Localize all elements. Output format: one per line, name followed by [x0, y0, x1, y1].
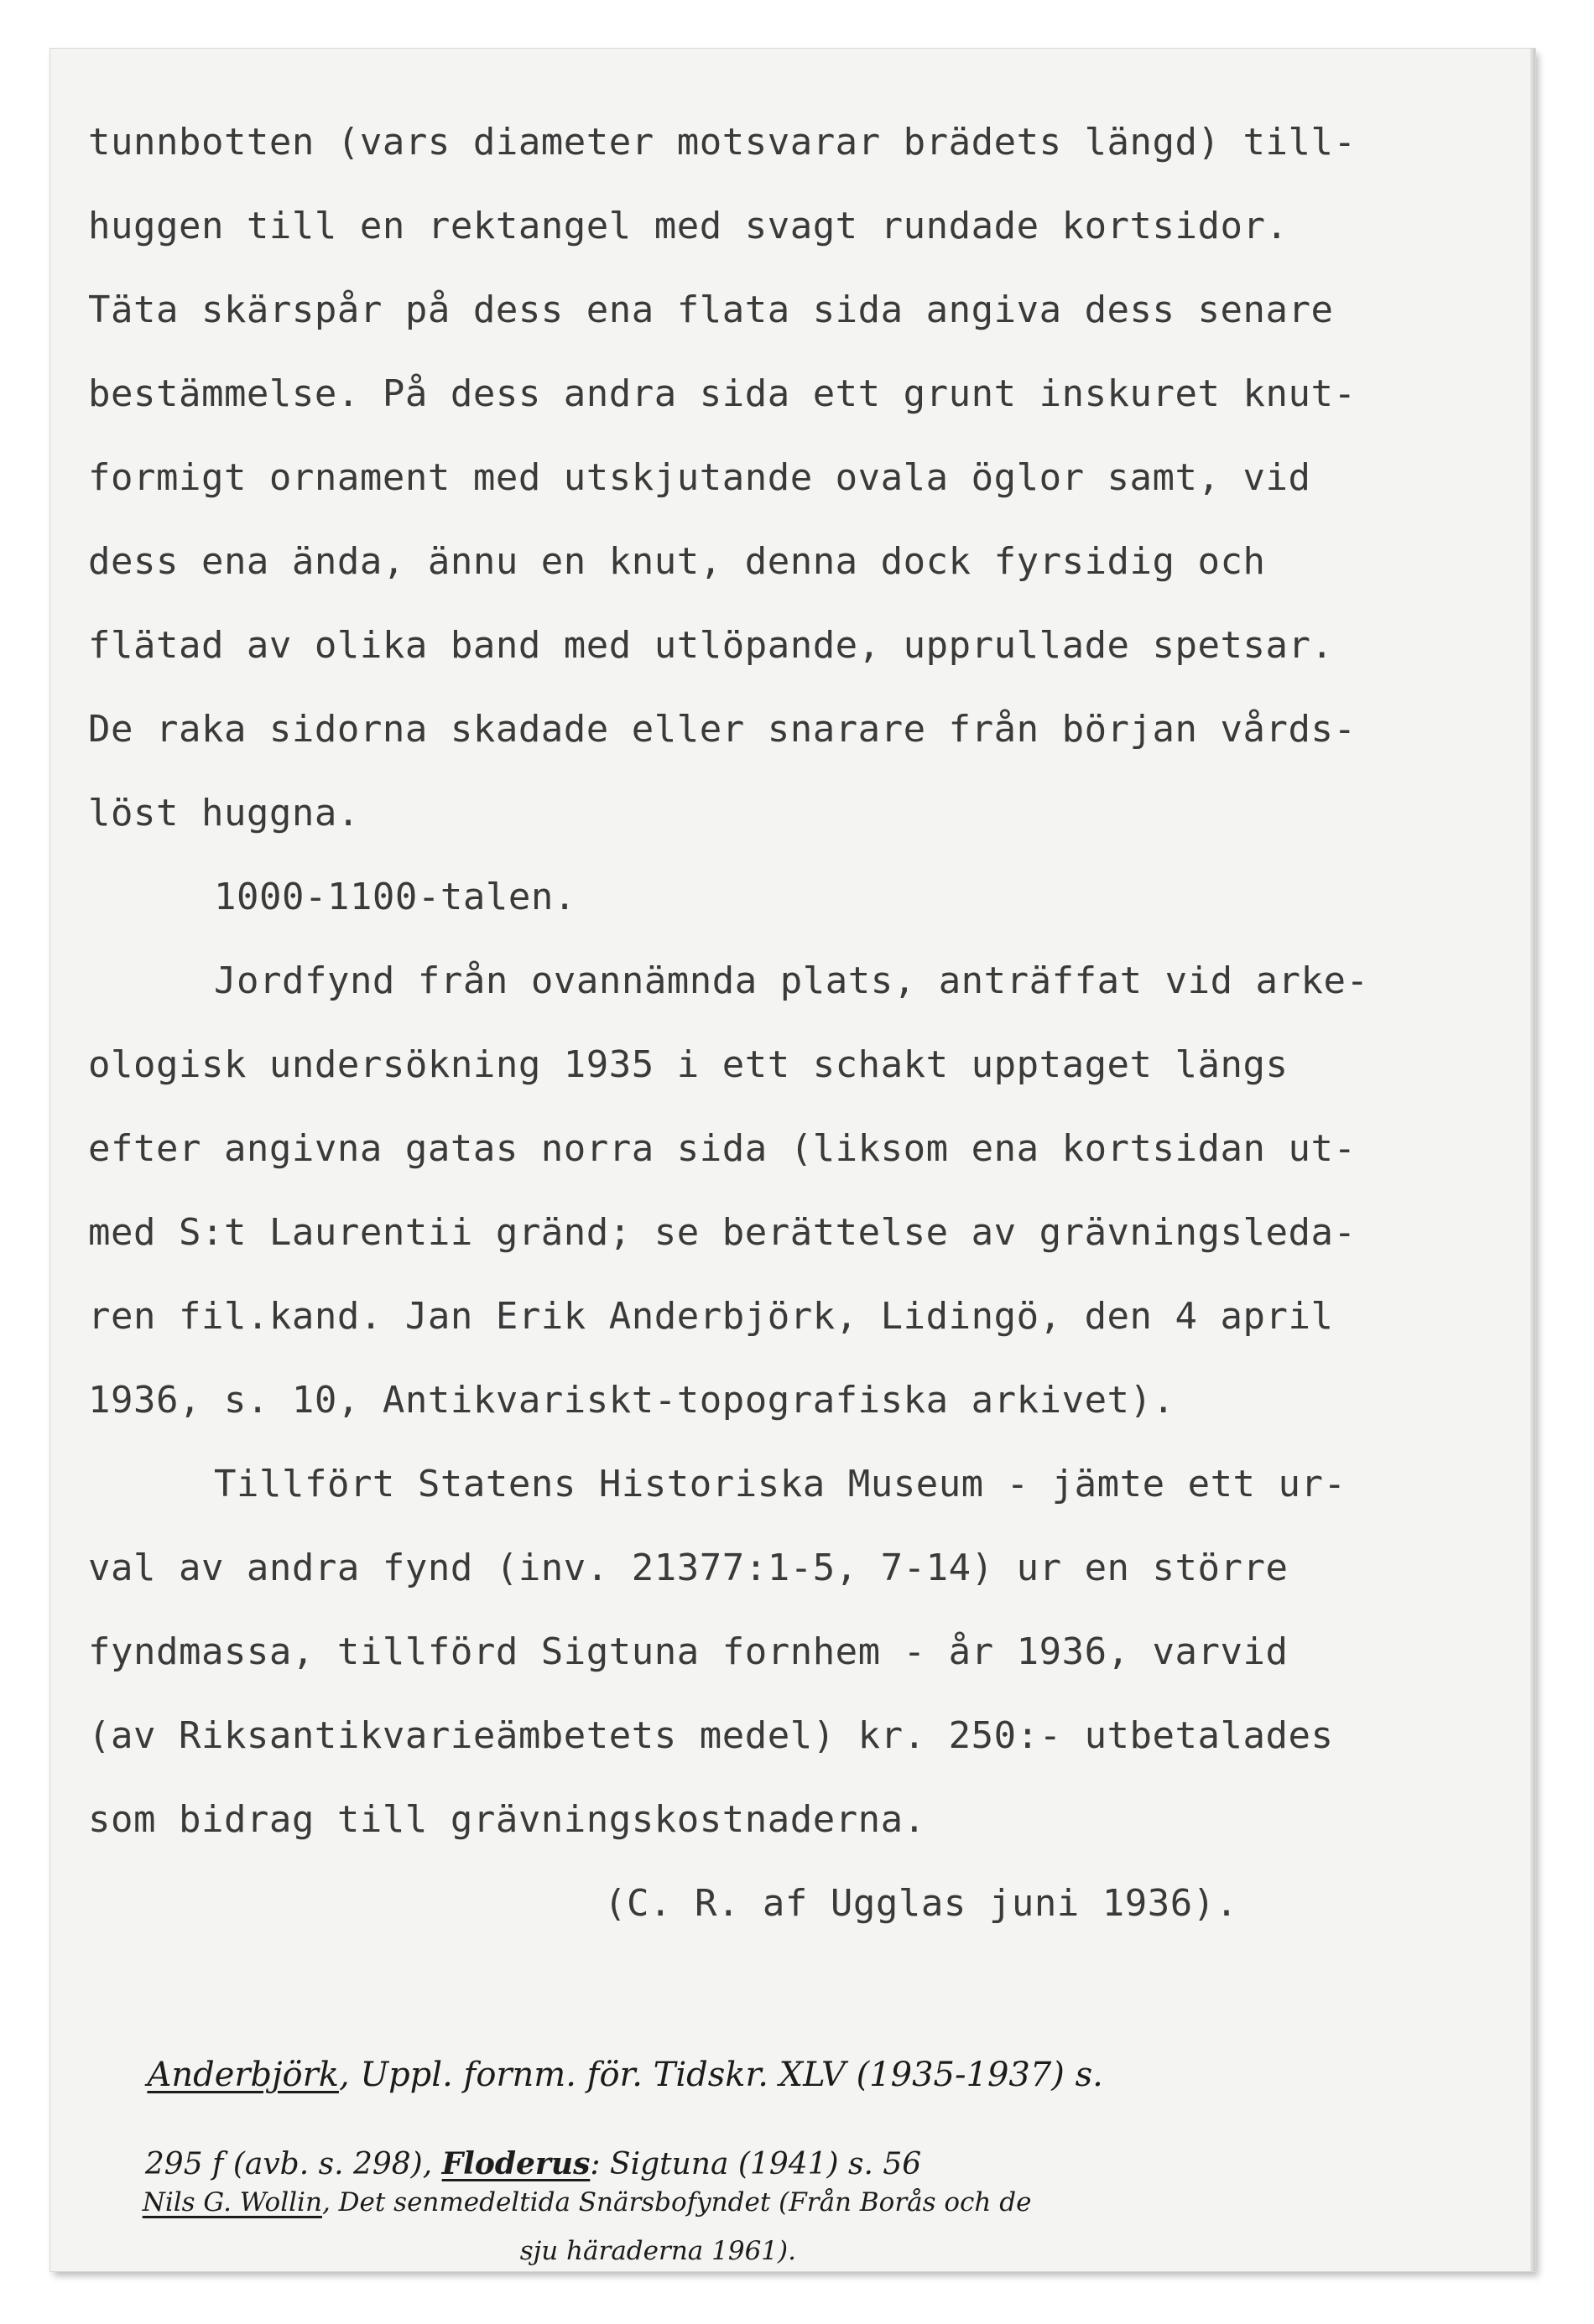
- text-line: dess ena ända, ännu en knut, denna dock fyrsidig och: [88, 540, 1266, 583]
- text-line: ologisk undersökning 1935 i ett schakt upptaget längs: [88, 1043, 1289, 1086]
- text-line: huggen till en rektangel med svagt rundade kortsidor.: [88, 205, 1289, 247]
- text-line: (av Riksantikvarieämbetets medel) kr. 250:- utbetalades: [88, 1714, 1334, 1757]
- dating-line: 1000-1100-talen.: [214, 876, 576, 918]
- text-line: Tillfört Statens Historiska Museum - jämte ett ur-: [214, 1463, 1347, 1505]
- text-line: val av andra fynd (inv. 21377:1-5, 7-14) ur en större: [88, 1547, 1289, 1589]
- handwritten-author-name: Anderbjörk: [147, 2056, 339, 2094]
- text-line: fyndmassa, tillförd Sigtuna fornhem - år 1936, varvid: [88, 1630, 1289, 1673]
- text-line: efter angivna gatas norra sida (liksom ena kortsidan ut-: [88, 1127, 1357, 1170]
- text-line: De raka sidorna skadade eller snarare från början vårds-: [88, 708, 1357, 751]
- handwritten-reference: : Sigtuna (1941) s. 56: [590, 2147, 922, 2181]
- handwritten-line-1: [126, 2017, 1103, 2094]
- handwritten-reference: , Det senmedeltida Snärsbofyndet (Från Borås och de: [321, 2187, 1032, 2217]
- handwritten-reference: , Uppl. fornm. för. Tidskr. XLV (1935-1937) s.: [338, 2056, 1103, 2094]
- handwritten-line-4: [503, 2206, 796, 2266]
- text-line: formigt ornament med utskjutande ovala öglor samt, vid: [88, 456, 1311, 499]
- text-line: Täta skärspår på dess ena flata sida angiva dess senare: [88, 289, 1334, 331]
- typed-text-block: [88, 117, 1531, 1925]
- text-line: Jordfynd från ovannämnda plats, anträffat vid arke-: [214, 959, 1369, 1002]
- signature-line: (C. R. af Ugglas juni 1936).: [604, 1882, 1238, 1925]
- handwritten-reference: 295 f (avb. s. 298),: [144, 2147, 442, 2181]
- text-line: med S:t Laurentii gränd; se berättelse av grävningsleda-: [88, 1211, 1357, 1254]
- handwritten-author-name: Nils G. Wollin: [142, 2187, 322, 2217]
- handwritten-reference: sju häraderna 1961).: [519, 2236, 796, 2266]
- text-line: bestämmelse. På dess andra sida ett grunt inskuret knut-: [88, 372, 1357, 415]
- text-line: som bidrag till grävningskostnaderna.: [88, 1798, 926, 1841]
- handwritten-author-name: Floderus: [441, 2146, 591, 2181]
- text-line: flätad av olika band med utlöpande, upprullade spetsar.: [88, 624, 1334, 667]
- text-line: löst huggna.: [88, 792, 360, 834]
- text-line: ren fil.kand. Jan Erik Anderbjörk, Lidingö, den 4 april: [88, 1295, 1334, 1338]
- text-line: 1936, s. 10, Antikvariskt-topografiska arkivet).: [88, 1379, 1175, 1422]
- text-line: tunnbotten (vars diameter motsvarar brädets längd) till-: [88, 121, 1357, 164]
